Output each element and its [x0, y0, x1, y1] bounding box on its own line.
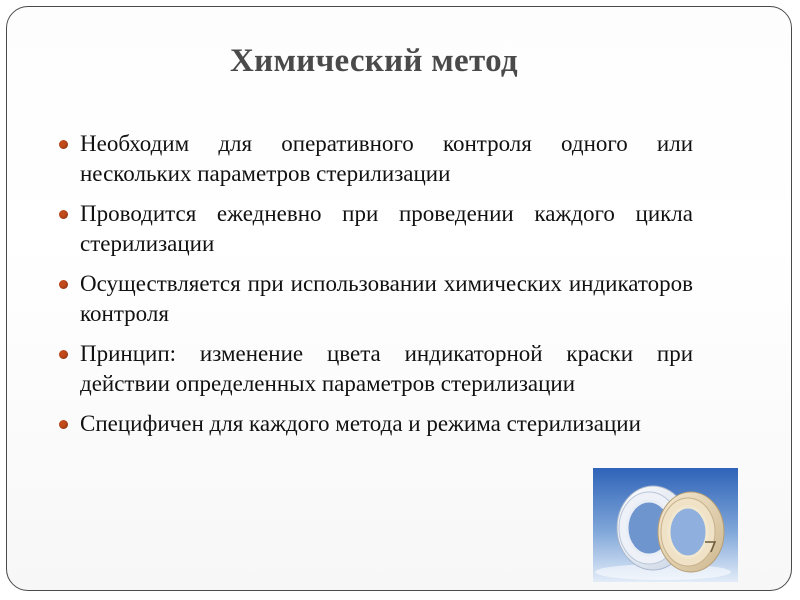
- list-item-text: Принцип: изменение цвета индикаторной краски при действии определенных параметров стерилизации: [80, 341, 693, 396]
- bullet-icon: [59, 140, 68, 149]
- bullet-icon: [59, 420, 68, 429]
- list-item: [57, 409, 693, 439]
- list-item: [57, 129, 693, 189]
- indicator-tape-photo: [593, 468, 738, 582]
- slide-frame: [6, 6, 792, 591]
- bullet-icon: [59, 350, 68, 359]
- tape-rolls-icon: [593, 468, 738, 582]
- list-item: [57, 269, 693, 329]
- list-item-text: Осуществляется при использовании химических индикаторов контроля: [80, 271, 693, 326]
- list-item: [57, 199, 693, 259]
- list-item-text: Необходим для оперативного контроля одного или нескольких параметров стерилизации: [80, 131, 693, 186]
- slide-title: Химический метод: [230, 43, 518, 79]
- list-item: [57, 339, 693, 399]
- bullet-list: [57, 129, 693, 449]
- list-item-text: Специфичен для каждого метода и режима стерилизации: [80, 411, 641, 436]
- list-item-text: Проводится ежедневно при проведении каждого цикла стерилизации: [80, 201, 693, 256]
- bullet-icon: [59, 280, 68, 289]
- bullet-icon: [59, 210, 68, 219]
